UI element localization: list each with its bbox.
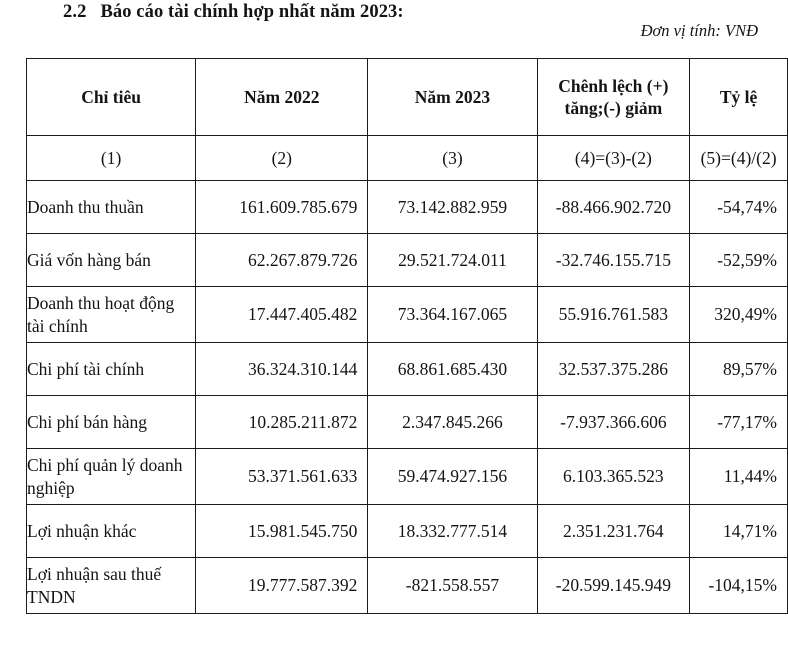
code-cell: (3)	[368, 136, 537, 181]
header-indicator: Chỉ tiêu	[27, 59, 196, 136]
value-2023: 2.347.845.266	[368, 396, 537, 449]
value-2022: 36.324.310.144	[196, 343, 368, 396]
value-2023: 68.861.685.430	[368, 343, 537, 396]
value-2022: 10.285.211.872	[196, 396, 368, 449]
value-difference: 2.351.231.764	[537, 505, 690, 558]
value-2022: 15.981.545.750	[196, 505, 368, 558]
header-difference: Chênh lệch (+) tăng;(-) giảm	[537, 59, 690, 136]
table-row	[27, 234, 788, 287]
row-label: Doanh thu thuần	[27, 181, 196, 234]
value-2022: 62.267.879.726	[196, 234, 368, 287]
value-ratio: 11,44%	[690, 449, 788, 505]
value-ratio: -104,15%	[690, 558, 788, 614]
table-row	[27, 449, 788, 505]
value-2023: -821.558.557	[368, 558, 537, 614]
value-2023: 29.521.724.011	[368, 234, 537, 287]
header-year-2022: Năm 2022	[196, 59, 368, 136]
value-2022: 17.447.405.482	[196, 287, 368, 343]
value-2023: 73.364.167.065	[368, 287, 537, 343]
row-label: Chi phí quản lý doanh nghiệp	[27, 449, 196, 505]
header-ratio: Tỷ lệ	[690, 59, 788, 136]
row-label: Doanh thu hoạt động tài chính	[27, 287, 196, 343]
value-ratio: -54,74%	[690, 181, 788, 234]
section-number: 2.2	[63, 2, 87, 22]
header-year-2023: Năm 2023	[368, 59, 537, 136]
row-label: Giá vốn hàng bán	[27, 234, 196, 287]
table-row	[27, 287, 788, 343]
row-label: Lợi nhuận khác	[27, 505, 196, 558]
value-difference: 55.916.761.583	[537, 287, 690, 343]
code-cell: (1)	[27, 136, 196, 181]
value-ratio: 320,49%	[690, 287, 788, 343]
value-difference: -20.599.145.949	[537, 558, 690, 614]
value-difference: -88.466.902.720	[537, 181, 690, 234]
code-cell: (4)=(3)-(2)	[537, 136, 690, 181]
section-heading	[63, 2, 404, 23]
value-2023: 18.332.777.514	[368, 505, 537, 558]
table-row	[27, 396, 788, 449]
financial-report-table	[26, 58, 788, 614]
table-row	[27, 181, 788, 234]
table-row	[27, 343, 788, 396]
table-row	[27, 505, 788, 558]
value-2022: 161.609.785.679	[196, 181, 368, 234]
value-difference: -32.746.155.715	[537, 234, 690, 287]
value-difference: 32.537.375.286	[537, 343, 690, 396]
value-2023: 73.142.882.959	[368, 181, 537, 234]
row-label: Chi phí tài chính	[27, 343, 196, 396]
table-header-row	[27, 59, 788, 136]
value-2022: 53.371.561.633	[196, 449, 368, 505]
value-difference: -7.937.366.606	[537, 396, 690, 449]
unit-note: Đơn vị tính: VNĐ	[640, 21, 758, 40]
column-code-row	[27, 136, 788, 181]
table-row	[27, 558, 788, 614]
value-ratio: -77,17%	[690, 396, 788, 449]
section-title: Báo cáo tài chính hợp nhất năm 2023:	[100, 2, 404, 22]
value-difference: 6.103.365.523	[537, 449, 690, 505]
value-ratio: 89,57%	[690, 343, 788, 396]
code-cell: (2)	[196, 136, 368, 181]
value-ratio: 14,71%	[690, 505, 788, 558]
code-cell: (5)=(4)/(2)	[690, 136, 788, 181]
value-2022: 19.777.587.392	[196, 558, 368, 614]
value-ratio: -52,59%	[690, 234, 788, 287]
row-label: Lợi nhuận sau thuế TNDN	[27, 558, 196, 614]
row-label: Chi phí bán hàng	[27, 396, 196, 449]
value-2023: 59.474.927.156	[368, 449, 537, 505]
